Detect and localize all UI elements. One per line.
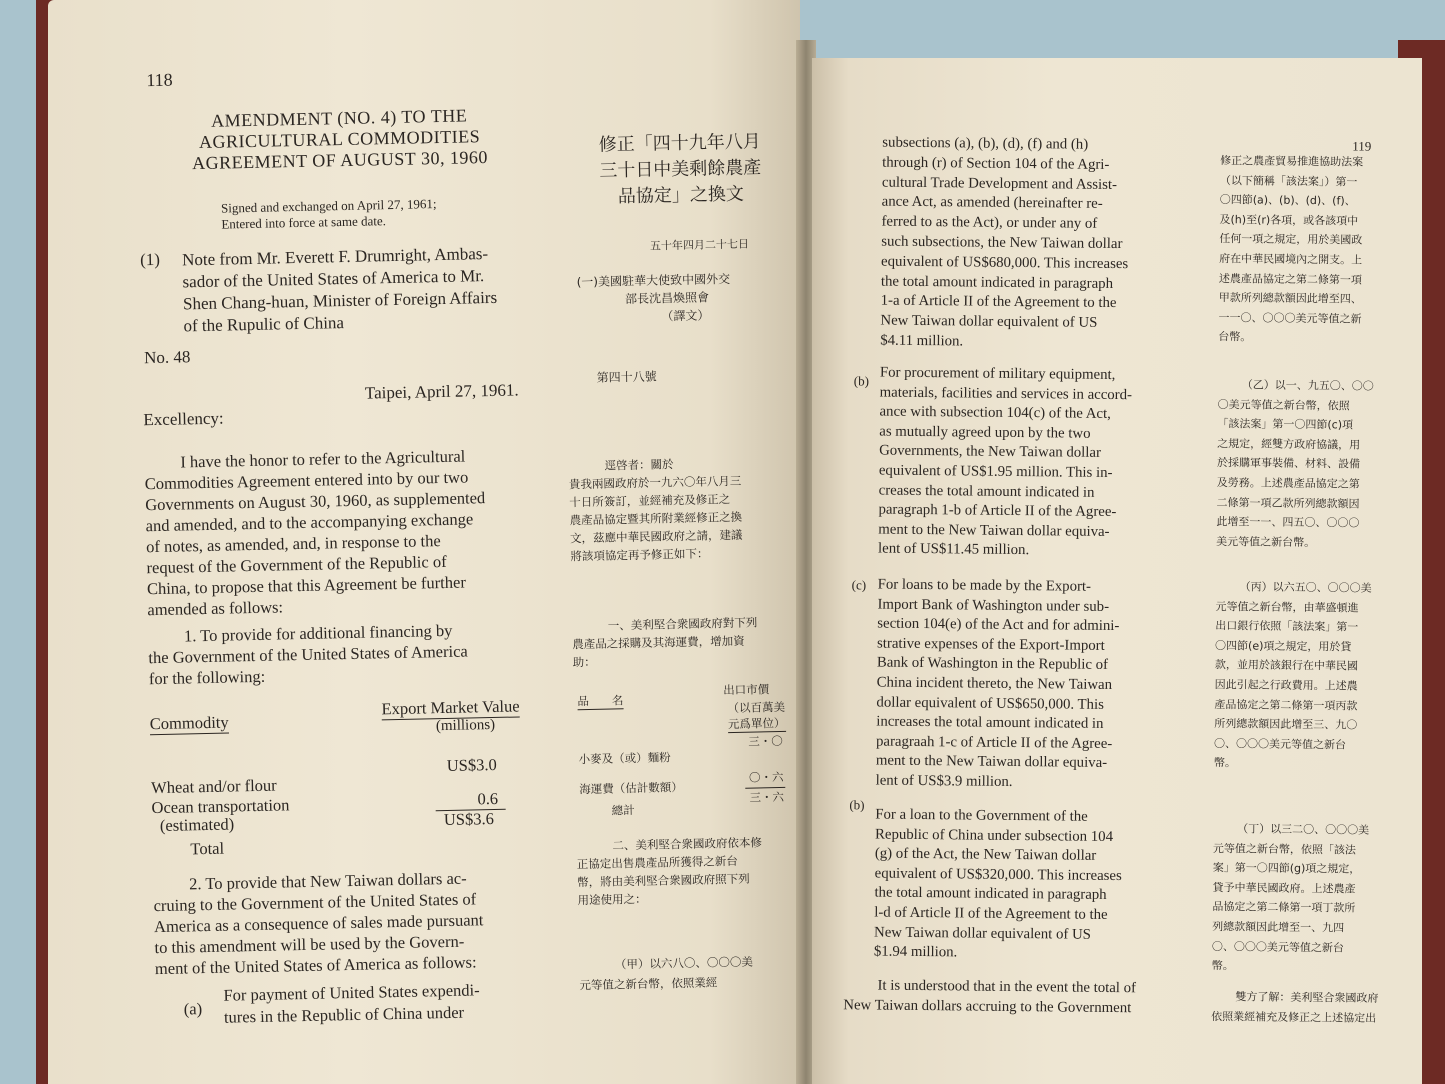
item-c: For loans to be made by the Export- Import Bank of Washington under sub- section 104(e) of the Act and for admini- strative expenses of the Export-Import Bank of Washington in the Republic of China incident thereto, the New Taiwan dollar equivalent of US$650,000. This increases the total amount indicated in paragraah 1-c of Article II of the Agree- ment to the New Taiwan dollar equiva- lent of US$3.9 million. xyxy=(875,576,1120,790)
table-row: Total xyxy=(190,838,225,859)
page-number: 119 xyxy=(1352,138,1372,154)
table-row: Wheat and/or flour xyxy=(150,775,277,798)
zh-table: 品 名 出口市價 （以百萬美 元爲單位） 三・〇 小麥及（或）麵粉 〇・六 海運費（估計數額） 三・六 總計 xyxy=(577,682,786,818)
item-1: 1. To provide for additional financing by the Government of the United States of America for the following: xyxy=(148,620,468,689)
zh-item-2: 二、美利堅合衆國政府依本修 正協定出售農產品所獲得之新台 幣，將由美利堅合衆國政府照下列 用途使用之： xyxy=(576,835,763,908)
intro-paragraph: subsections (a), (b), (d), (f) and (h) through (r) of Section 104 of the Agri- cultural Trade Development and Assist- ance Act, as amended (hereinafter re- ferred to as the Act), or under any of such subsections, the New Taiwan dollar equivalent of US$680,000. This increases the total amount indicated in paragraph 1-a of Article II of the Agreement to the New Taiwan dollar equivalent of US $4.11 million. xyxy=(880,134,1129,350)
signed-note: Signed and exchanged on April 27, 1961; Entered into force at same date. xyxy=(220,196,437,232)
zh-item-a: （甲）以六八〇、〇〇〇美 元等值之新台幣，依照業經 xyxy=(579,954,754,993)
document-title: AMENDMENT (NO. 4) TO THE AGRICULTURAL COMMODITIES AGREEMENT OF AUGUST 30, 1960 xyxy=(191,105,489,174)
place-date: Taipei, April 27, 1961. xyxy=(364,380,519,403)
item-d: For a loan to the Government of the Republic of China under subsection 104 (g) of the Act, the New Taiwan dollar equivalent of US$320,000. This increases the total amount indicated in paragraph l-d of Article II of the Agreement to the New Taiwan dollar equivalent of US $1.94 million. xyxy=(873,806,1122,961)
table-row: US$3.0 xyxy=(446,754,497,775)
zh-note-number: 第四十八號 xyxy=(596,369,657,385)
column-header-commodity: Commodity xyxy=(149,712,229,734)
zh-date: 五十年四月二十七日 xyxy=(649,237,750,253)
zh-item-d: （丁）以三二〇、〇〇〇美 元等值之新台幣，依照「該法 案」第一〇四節(g)項之規定， 貸予中華民國政府。上述農產 品協定之第二條第一項丁款所 列總款額因此增至一、九四 〇、〇〇〇美元等值之新台 幣。 xyxy=(1211,822,1370,973)
table-row: (estimated) xyxy=(159,814,235,835)
note-heading: Note from Mr. Everett F. Drumright, Ambas- sador of the United States of America to Mr. Shen Chang-huan, Minister of Foreign Affairs of the Rupulic of China xyxy=(181,244,498,336)
commodity-table xyxy=(149,696,552,859)
item-a-marker: (a) xyxy=(183,999,203,1019)
right-page xyxy=(812,58,1422,1084)
page-number: 118 xyxy=(146,69,173,91)
item-a: For payment of United States expendi- tures in the Republic of China under xyxy=(223,980,480,1027)
zh-item-1: 一、美利堅合衆國政府對下列 農產品之採購及其海運費，增加資 助： xyxy=(572,615,758,670)
column-subheader: (millions) xyxy=(435,716,496,735)
table-row: Ocean transportation xyxy=(151,795,290,818)
zh-intro: 修正之農產貿易推進協助法案 （以下簡稱「該法案」）第一 〇四節(a)、(b)、(d)、(f)、 及(h)至(r)各項，或各該項中 任何一項之規定，用於美國政 府在中華民國境內之開支。上 述農產品協定之第二條第一項 甲款所列總款額因此增至四、 一一〇、〇〇〇美元等值之新 台幣。 xyxy=(1218,154,1364,344)
table-row: 0.6 xyxy=(477,788,499,809)
zh-title: 修正「四十九年八月 三十日中美剩餘農產 品協定」之換文 xyxy=(598,131,762,208)
item-b-marker: (b) xyxy=(853,373,870,389)
zh-final: 雙方了解：美利堅合衆國政府 依照業經補充及修正之上述協定出 xyxy=(1211,990,1379,1025)
left-page xyxy=(48,0,800,1084)
item-b: For procurement of military equipment, materials, facilities and services in accord- ance with subsection 104(c) of the Act, as mutually agreed upon by the two Governments, the New Taiwan dollar equivalent of US$1.95 million. This in- creases the total amount indicated in paragraph 1-b of Article II of the Agree- ment to the New Taiwan dollar equiva- lent of US$11.45 million. xyxy=(877,364,1133,559)
item-d-marker: (b) xyxy=(849,797,865,813)
zh-item-b: （乙）以一、九五〇、〇〇 〇美元等值之新台幣，依照 「該法案」第一〇四節(c)項 之規定，經雙方政府協議，用 於採購軍事裝備、材料、設備 及勞務。上述農產品協定之第 二條第一項乙款所列總款額因 此增至一一、四五〇、〇〇〇 美元等值之新台幣。 xyxy=(1216,378,1374,549)
paragraph-1: I have the honor to refer to the Agricultural Commodities Agreement entered into by our two Governments on August 30, 1960, as supplemented and amended, and to the accompanying exchange of notes, as amended, and, in response to the request of the Government of the Republic of China, to propose that this Agreement be further amended as follows: xyxy=(144,446,486,620)
zh-paragraph-1: 逕啓者：關於 貴我兩國政府於一九六〇年八月三 十日所簽訂，並經補充及修正之 農產品協定暨其所附業經修正之換 文，茲應中華民國政府之請，建議 將該項協定再予修正如下： xyxy=(568,457,743,564)
item-c-marker: (c) xyxy=(851,577,867,593)
note-number: No. 48 xyxy=(143,347,191,368)
final-paragraph: It is understood that in the event the total of New Taiwan dollars accruing to the Government xyxy=(843,977,1137,1017)
table-row: US$3.6 xyxy=(443,809,495,830)
column-header-value: Export Market Value xyxy=(381,696,520,719)
zh-note-heading: (一)美國駐華大使致中國外交 部長沈昌煥照會 （譯文） xyxy=(576,271,731,324)
item-2: 2. To provide that New Taiwan dollars ac- cruing to the Government of the United States of America as a consequence of sales made pursuant to this amendment will be used by the Govern- ment of the United States of America as follows: xyxy=(153,868,484,979)
note-marker: (1) xyxy=(139,249,161,270)
salutation: Excellency: xyxy=(143,408,224,430)
zh-item-c: （丙）以六五〇、〇〇〇美 元等值之新台幣，由華盛頓進 出口銀行依照「該法案」第一 〇四節(e)項之規定，用於貸 款，並用於該銀行在中華民國 因此引起之行政費用。上述農 產品協定之第二條第一項丙款 所列總款額因此增至三、九〇 〇、〇〇〇美元等值之新台 幣。 xyxy=(1213,580,1372,770)
